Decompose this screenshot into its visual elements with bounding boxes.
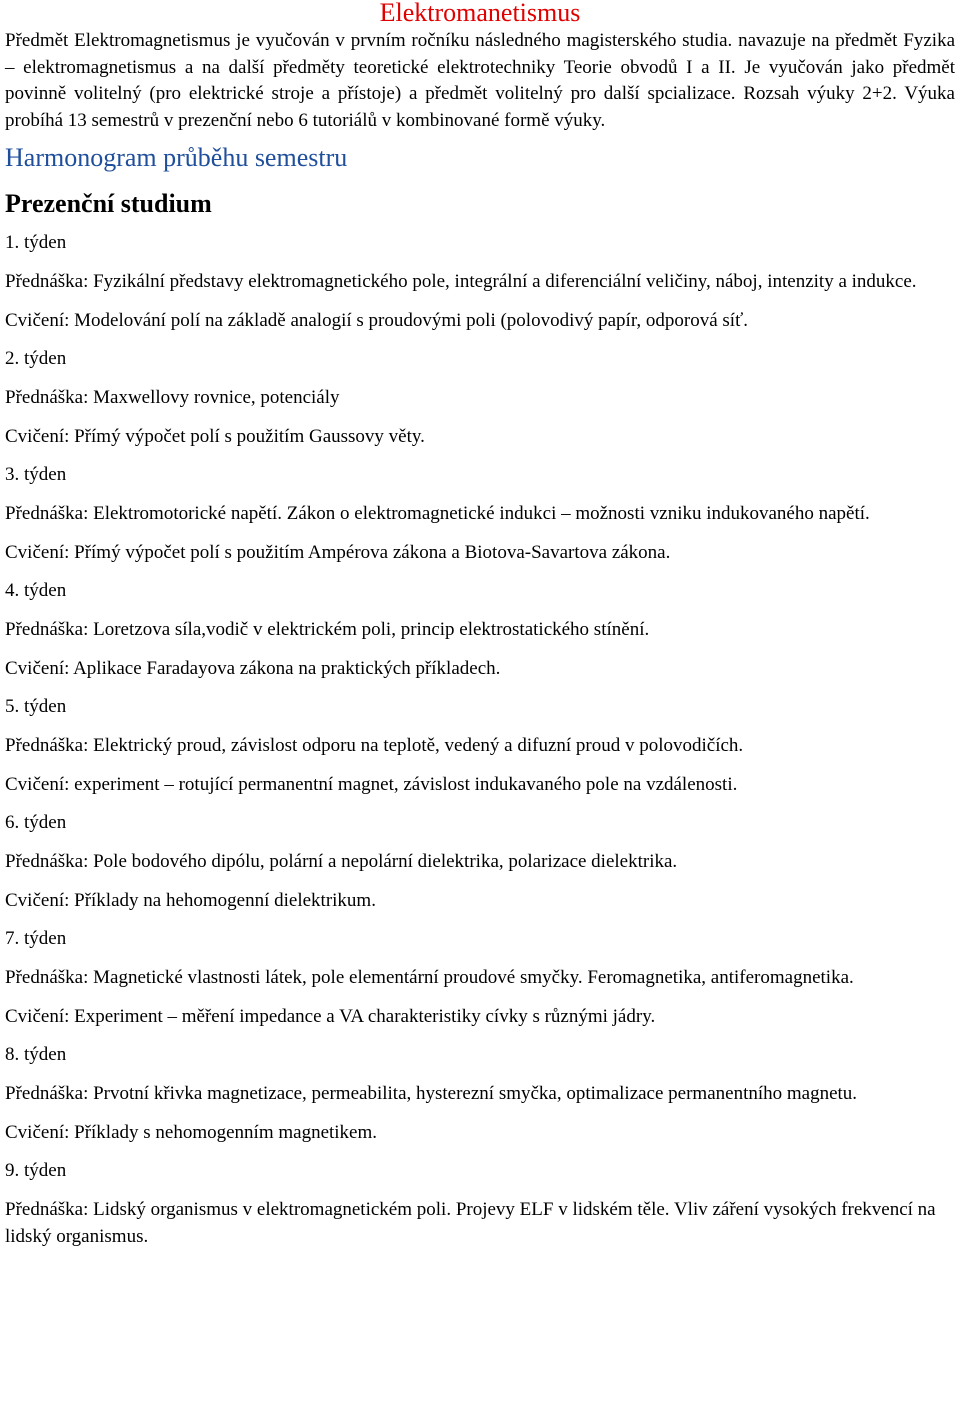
lecture-text: Přednáška: Lidský organismus v elektromagnetickém poli. Projevy ELF v lidském těle. Vliv záření vysokých frekvencí na lidský organismus. (5, 1199, 936, 1247)
week-label: 8. týden (5, 1044, 67, 1065)
exercise-text: Cvičení: Experiment – měření impedance a VA charakteristiky cívky s různými jádry. (5, 1005, 656, 1027)
week-label: 5. týden (5, 696, 67, 717)
document-title: Elektromanetismus (379, 0, 581, 27)
lecture-text: Přednáška: Magnetické vlastnosti látek, pole elementární proudové smyčky. Feromagnetika, antiferomagnetika. (5, 967, 854, 988)
intro-paragraph: Předmět Elektromagnetismus je vyučován v prvním ročníku následného magisterského studia. navazuje na předmět Fyzika – elektromagnetismus a na další předměty teoretické elektrotechniky Teorie obvodů I a II. Je vyučován jako předmět povinně volitelný (pro elektrické stroje a přístoje) a předmět volitelný pro další spcializace. Rozsah výuky 2+2. Výuka probíhá 13 semestrů v prezenční nebo 6 tutoriálů v kombinované formě výuky. (5, 30, 955, 131)
week-block (5, 926, 955, 1030)
document-page (5, 0, 955, 1250)
weeks-list (5, 230, 955, 1250)
week-block (5, 810, 955, 914)
week-label: 2. týden (5, 348, 67, 369)
lecture-text: Přednáška: Maxwellovy rovnice, potenciály (5, 387, 340, 408)
week-label: 6. týden (5, 812, 67, 833)
week-block (5, 1042, 955, 1146)
week-block (5, 1158, 955, 1250)
week-label: 1. týden (5, 232, 67, 253)
week-block (5, 578, 955, 682)
week-block (5, 694, 955, 798)
section-heading: Harmonogram průběhu semestru (5, 143, 348, 172)
sub-heading: Prezenční studium (5, 189, 212, 218)
lecture-text: Přednáška: Loretzova síla,vodič v elektrickém poli, princip elektrostatického stínění. (5, 619, 650, 640)
week-label: 3. týden (5, 464, 67, 485)
exercise-text: Cvičení: Příklady na hehomogenní dielektrikum. (5, 889, 376, 911)
exercise-text: Cvičení: Modelování polí na základě analogií s proudovými poli (polovodivý papír, odporová síť. (5, 309, 748, 331)
lecture-text: Přednáška: Elektrický proud, závislost odporu na teplotě, vedený a difuzní proud v polovodičích. (5, 735, 744, 756)
lecture-text: Přednáška: Pole bodového dipólu, polární a nepolární dielektrika, polarizace dielektrika. (5, 851, 678, 872)
exercise-text: Cvičení: Aplikace Faradayova zákona na praktických příkladech. (5, 657, 501, 679)
week-block (5, 346, 955, 450)
week-block (5, 230, 955, 334)
exercise-text: Cvičení: experiment – rotující permanentní magnet, závislost indukavaného pole na vzdálenosti. (5, 773, 738, 795)
lecture-text: Přednáška: Fyzikální představy elektromagnetického pole, integrální a diferenciální veličiny, náboj, intenzity a indukce. (5, 271, 917, 292)
week-label: 4. týden (5, 580, 67, 601)
exercise-text: Cvičení: Přímý výpočet polí s použitím Gaussovy věty. (5, 425, 425, 447)
exercise-text: Cvičení: Příklady s nehomogenním magnetikem. (5, 1121, 378, 1143)
exercise-text: Cvičení: Přímý výpočet polí s použitím Ampérova zákona a Biotova-Savartova zákona. (5, 541, 671, 563)
week-block (5, 462, 955, 566)
lecture-text: Přednáška: Prvotní křivka magnetizace, permeabilita, hysterezní smyčka, optimalizace permanentního magnetu. (5, 1083, 858, 1104)
week-label: 7. týden (5, 928, 67, 949)
lecture-text: Přednáška: Elektromotorické napětí. Zákon o elektromagnetické indukci – možnosti vzniku indukovaného napětí. (5, 503, 870, 524)
week-label: 9. týden (5, 1160, 67, 1181)
